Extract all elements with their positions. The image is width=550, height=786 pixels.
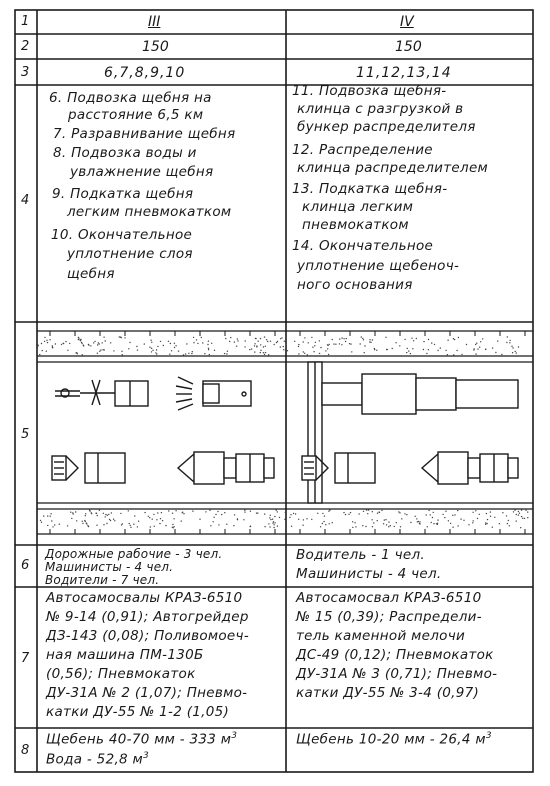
column-header-iii: III <box>148 14 161 30</box>
row-number: 4 <box>21 193 30 208</box>
operation-line: клинца легким <box>302 199 414 215</box>
row-number: 6 <box>21 558 30 573</box>
equipment-line: ДЗ-143 (0,08); Поливомоеч- <box>46 628 249 644</box>
operation-line: клинца с разгрузкой в <box>297 101 464 117</box>
operation-line: расстояние 6,5 км <box>68 107 204 123</box>
operation-line: уплотнение слоя <box>67 246 193 262</box>
crew-line: Дорожные рабочие - 3 чел. <box>45 547 223 561</box>
operation-line: 7. Разравнивание щебня <box>53 126 236 142</box>
operation-line: ного основания <box>297 277 413 293</box>
operation-line: легким пневмокатком <box>67 204 232 220</box>
equipment-line: ДУ-31А № 3 (0,71); Пневмо- <box>296 666 498 682</box>
operation-line: 8. Подвозка воды и <box>53 145 197 161</box>
operation-line: пневмокатком <box>302 217 409 233</box>
operation-line: бункер распределителя <box>297 119 476 135</box>
equipment-line: ДУ-31А № 2 (1,07); Пневмо- <box>46 685 248 701</box>
material-line: Вода - 52,8 $м^3$ <box>46 751 150 768</box>
operation-line: щебня <box>67 266 115 282</box>
operation-line: клинца распределителем <box>297 160 489 176</box>
equipment-line: № 9-14 (0,91); Автогрейдер <box>46 609 249 625</box>
equipment-line: № 15 (0,39); Распредели- <box>296 609 482 625</box>
equipment-line: Автосамосвал КРАЗ-6510 <box>296 590 482 606</box>
operation-line: 14. Окончательное <box>292 238 434 254</box>
cell-text: 6,7,8,9,10 <box>104 65 186 81</box>
operation-line: 11. Подвозка щебня- <box>292 83 447 99</box>
crew-line: Машинисты - 4 чел. <box>296 566 442 582</box>
operation-line: 6. Подвозка щебня на <box>49 90 212 106</box>
cell-text: 150 <box>142 39 169 55</box>
row-number: 3 <box>21 65 30 80</box>
crew-line: Водитель - 1 чел. <box>296 547 426 563</box>
row-number: 8 <box>21 743 30 758</box>
row-number: 1 <box>21 14 30 29</box>
operation-line: 12. Распределение <box>292 142 433 158</box>
operation-line: 13. Подкатка щебня- <box>292 181 448 197</box>
crew-line: Водители - 7 чел. <box>45 573 160 587</box>
equipment-line: тель каменной мелочи <box>296 628 466 644</box>
row-number: 7 <box>21 651 30 666</box>
cell-text: 11,12,13,14 <box>356 65 452 81</box>
equipment-line: ДС-49 (0,12); Пневмокаток <box>296 647 494 663</box>
row-number: 2 <box>21 39 30 54</box>
equipment-line: ная машина ПМ-130Б <box>46 647 204 663</box>
equipment-line: катки ДУ-55 № 1-2 (1,05) <box>46 704 230 720</box>
operation-line: уплотнение щебеноч- <box>297 258 460 274</box>
row-number: 5 <box>21 427 30 442</box>
column-header-iv: IV <box>400 14 414 30</box>
equipment-line: (0,56); Пневмокаток <box>46 666 196 682</box>
operation-line: увлажнение щебня <box>70 164 214 180</box>
cell-text: 150 <box>395 39 422 55</box>
equipment-line: Автосамосвалы КРАЗ-6510 <box>46 590 243 606</box>
crew-line: Машинисты - 4 чел. <box>45 560 174 574</box>
material-line: Щебень 10-20 мм - 26,4 $м^3$ <box>296 731 492 748</box>
material-line: Щебень 40-70 мм - 333 $м^3$ <box>46 731 238 748</box>
operation-line: 10. Окончательное <box>51 227 193 243</box>
equipment-line: катки ДУ-55 № 3-4 (0,97) <box>296 685 480 701</box>
operation-line: 9. Подкатка щебня <box>52 186 194 202</box>
